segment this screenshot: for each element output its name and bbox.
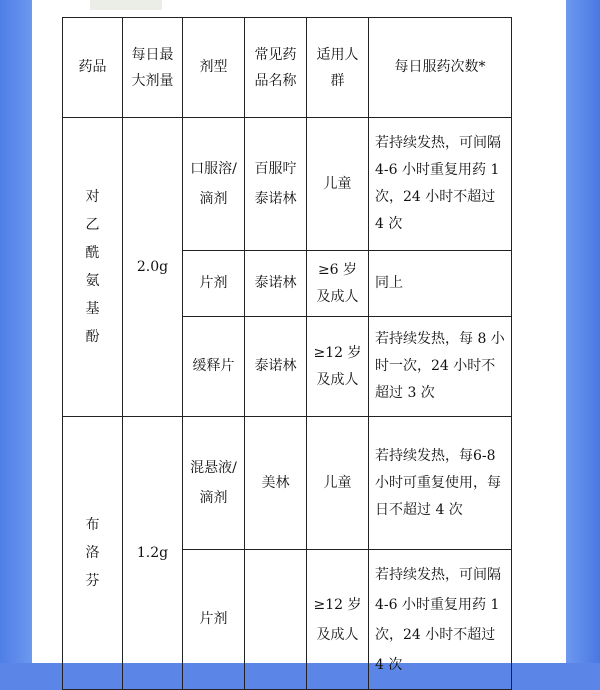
group-cell: 儿童	[307, 118, 369, 251]
left-background-border	[0, 0, 32, 663]
header-max-dose: 每日最大剂量	[123, 18, 183, 118]
common-name-cell: 美林	[245, 417, 307, 550]
common-name-cell: 泰诺林	[245, 317, 307, 417]
table-header-row	[63, 18, 512, 118]
group-cell: ≥6 岁及成人	[307, 251, 369, 317]
header-group: 适用人群	[307, 18, 369, 118]
drug-name: 对乙酰氨基酚	[85, 189, 100, 345]
tape-strip	[90, 0, 162, 10]
form-cell: 混悬液/滴剂	[183, 417, 245, 550]
form-cell: 缓释片	[183, 317, 245, 417]
right-background-border	[566, 0, 600, 663]
times-cell: 同上	[369, 251, 512, 317]
header-times: 每日服药次数*	[369, 18, 512, 118]
times-cell: 若持续发热，每6-8 小时可重复使用，每日不超过 4 次	[369, 417, 512, 550]
drug-name: 布洛芬	[85, 517, 100, 589]
table-row	[63, 118, 512, 251]
form-cell: 片剂	[183, 251, 245, 317]
table-row	[63, 417, 512, 550]
group-cell: ≥12 岁及成人	[307, 317, 369, 417]
common-name-cell	[245, 550, 307, 690]
group-cell: 儿童	[307, 417, 369, 550]
group-cell: ≥12 岁及成人	[307, 550, 369, 690]
document-page	[32, 0, 566, 673]
max-dose-cell: 1.2g	[123, 417, 183, 690]
header-common-name: 常见药品名称	[245, 18, 307, 118]
drug-name-cell	[63, 118, 123, 417]
times-cell: 若持续发热，可间隔 4-6 小时重复用药 1 次，24 小时不超过 4 次	[369, 118, 512, 251]
header-drug: 药品	[63, 18, 123, 118]
max-dose-cell: 2.0g	[123, 118, 183, 417]
form-cell: 片剂	[183, 550, 245, 690]
fever-medication-table	[62, 17, 512, 690]
common-name-cell: 百服咛泰诺林	[245, 118, 307, 251]
times-cell: 若持续发热，可间隔 4-6 小时重复用药 1 次，24 小时不超过 4 次	[369, 550, 512, 690]
header-form: 剂型	[183, 18, 245, 118]
common-name-cell: 泰诺林	[245, 251, 307, 317]
times-cell: 若持续发热，每 8 小时一次，24 小时不超过 3 次	[369, 317, 512, 417]
drug-name-cell	[63, 417, 123, 690]
form-cell: 口服溶/滴剂	[183, 118, 245, 251]
